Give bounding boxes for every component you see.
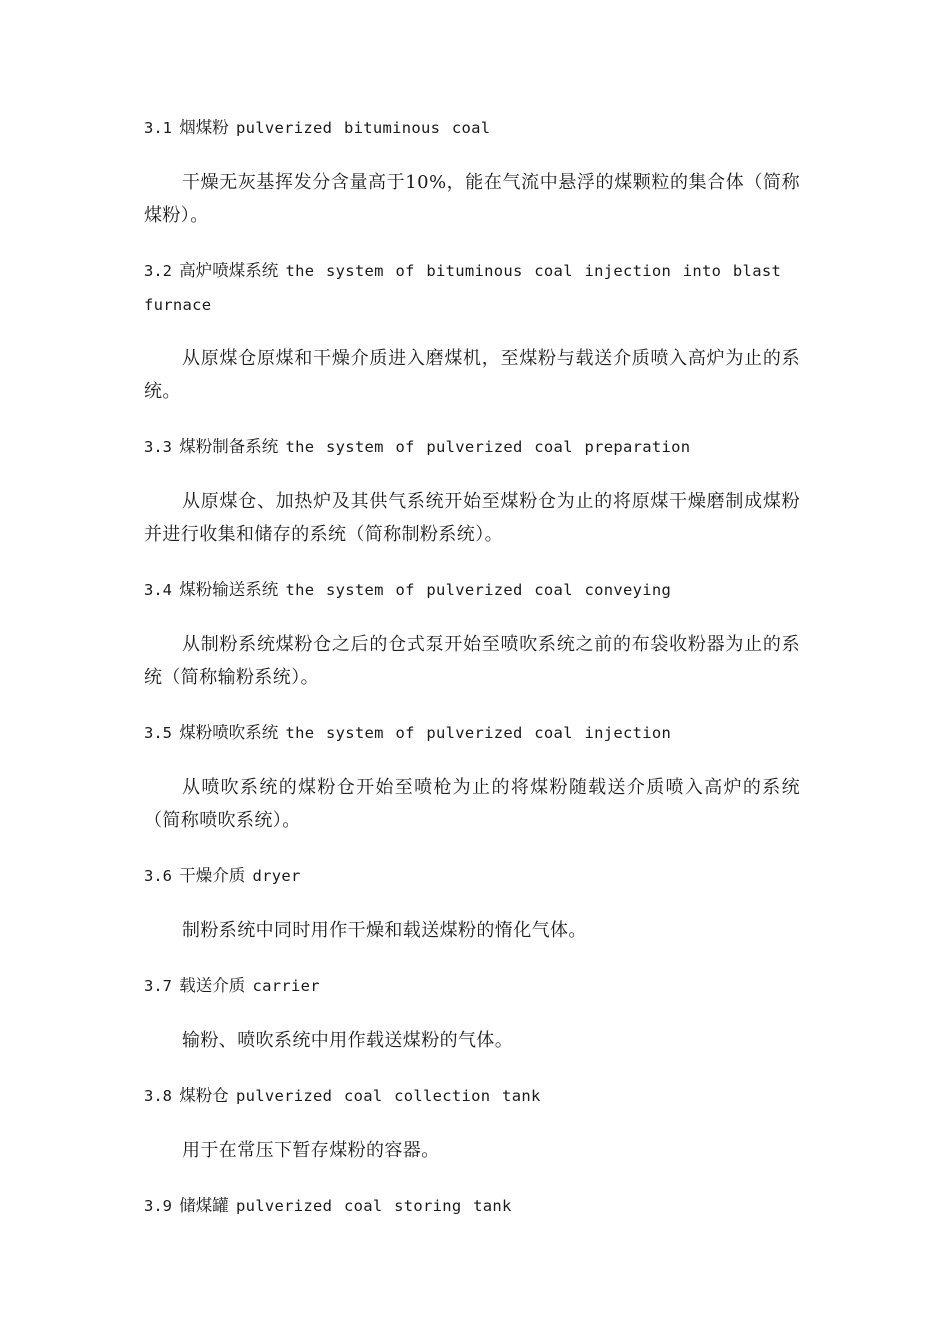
term-definition-3-1: 干燥无灰基挥发分含量高于10%，能在气流中悬浮的煤颗粒的集合体（简称煤粉）。 (144, 172, 800, 226)
term-chinese: 煤粉制备系统 (179, 437, 279, 456)
term-chinese: 煤粉仓 (179, 1086, 229, 1105)
term-number: 3.5 (144, 724, 172, 742)
term-english: the system of pulverized coal injection (285, 724, 672, 742)
term-number: 3.6 (144, 867, 172, 885)
term-definition-3-8: 用于在常压下暂存煤粉的容器。 (182, 1140, 440, 1161)
term-english: the system of pulverized coal conveying (285, 581, 672, 599)
term-heading-3-6 (144, 859, 804, 893)
term-heading-3-7 (144, 969, 804, 1003)
term-definition-3-6: 制粉系统中同时用作干燥和载送煤粉的惰化气体。 (182, 920, 587, 941)
term-definition-3-5: 从喷吹系统的煤粉仓开始至喷枪为止的将煤粉随载送介质喷入高炉的系统（简称喷吹系统）。 (144, 777, 800, 831)
term-english: pulverized coal collection tank (236, 1087, 541, 1105)
term-chinese: 载送介质 (179, 976, 246, 995)
term-heading-3-9 (144, 1189, 804, 1223)
term-chinese: 烟煤粉 (179, 118, 229, 137)
term-definition-3-2: 从原煤仓原煤和干燥介质进入磨煤机，至煤粉与载送介质喷入高炉为止的系统。 (144, 348, 800, 402)
term-chinese: 储煤罐 (179, 1196, 229, 1215)
term-number: 3.7 (144, 977, 172, 995)
term-number: 3.2 (144, 262, 172, 280)
term-number: 3.8 (144, 1087, 172, 1105)
term-heading-3-5 (144, 716, 804, 750)
term-heading-3-2 (144, 254, 804, 322)
term-heading-3-3 (144, 430, 804, 464)
term-english: pulverized coal storing tank (236, 1197, 512, 1215)
term-chinese: 干燥介质 (179, 866, 246, 885)
term-chinese: 煤粉喷吹系统 (179, 723, 279, 742)
term-chinese: 高炉喷煤系统 (179, 261, 279, 280)
term-number: 3.4 (144, 581, 172, 599)
term-english: the system of bituminous coal injection into blast furnace (144, 262, 793, 314)
term-heading-3-4 (144, 573, 804, 607)
term-english: pulverized bituminous coal (236, 119, 491, 137)
term-definition-3-4: 从制粉系统煤粉仓之后的仓式泵开始至喷吹系统之前的布袋收粉器为止的系统（简称输粉系统）。 (144, 634, 800, 688)
term-english: carrier (252, 977, 320, 995)
term-heading-3-8 (144, 1079, 804, 1113)
term-chinese: 煤粉输送系统 (179, 580, 279, 599)
term-number: 3.1 (144, 119, 172, 137)
term-english: the system of pulverized coal preparation (285, 438, 691, 456)
term-definition-3-3: 从原煤仓、加热炉及其供气系统开始至煤粉仓为止的将原煤干燥磨制成煤粉并进行收集和储存的系统（简称制粉系统）。 (144, 491, 800, 545)
term-english: dryer (252, 867, 301, 885)
term-number: 3.9 (144, 1197, 172, 1215)
term-heading-3-1 (144, 111, 804, 145)
term-number: 3.3 (144, 438, 172, 456)
term-definition-3-7: 输粉、喷吹系统中用作载送煤粉的气体。 (182, 1030, 514, 1051)
